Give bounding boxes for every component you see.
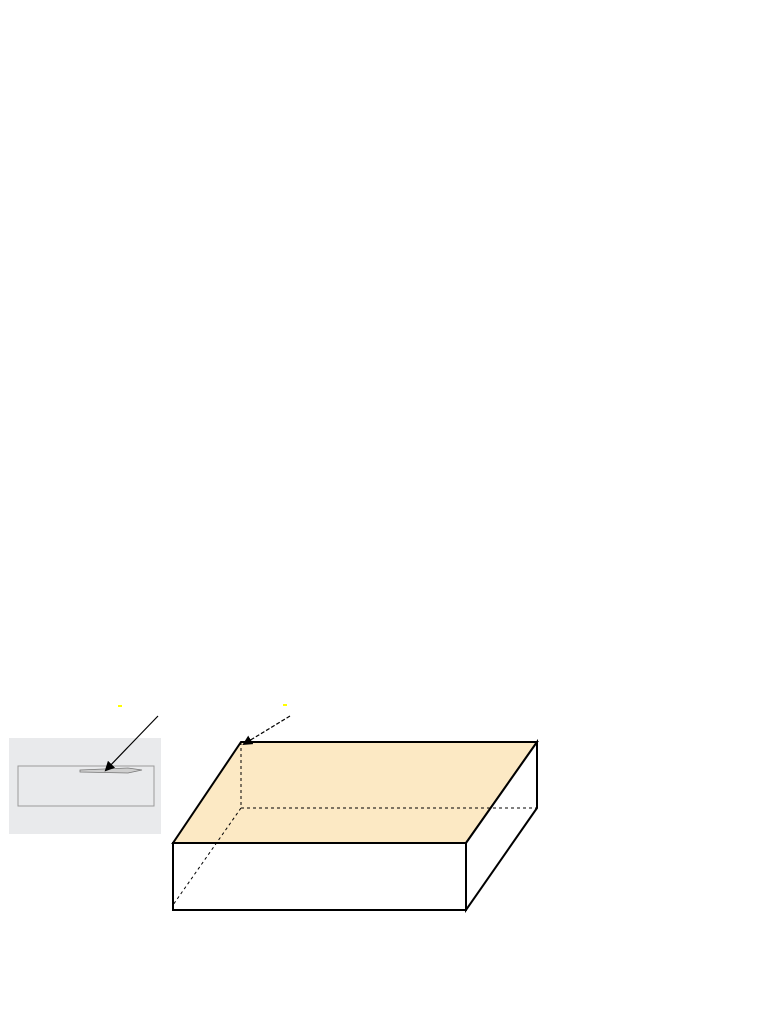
store-photo (9, 738, 161, 834)
origin-callout-arrow (244, 716, 290, 744)
origin-callout (283, 704, 287, 706)
box-front-face (173, 843, 466, 910)
store-callout (118, 705, 122, 707)
